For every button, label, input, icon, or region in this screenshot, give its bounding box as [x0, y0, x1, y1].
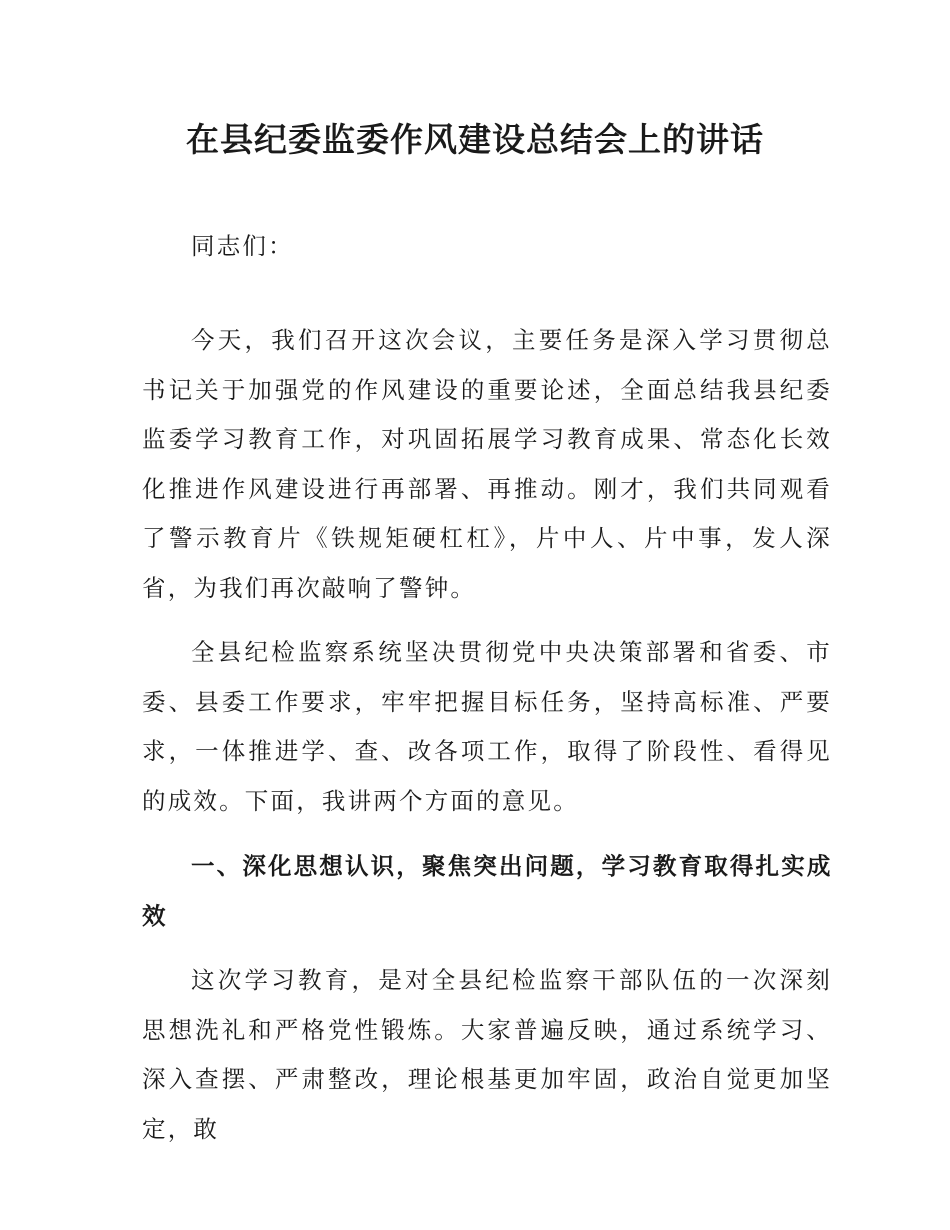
document-title: 在县纪委监委作风建设总结会上的讲话: [186, 120, 764, 159]
section-heading: 一、深化思想认识，聚焦突出问题，学习教育取得扎实成效: [142, 852, 832, 930]
paragraph-opening: 今天，我们召开这次会议，主要任务是深入学习贯彻总书记关于加强党的作风建设的重要论述，全面总结我县纪委监委学习教育工作，对巩固拓展学习教育成果、常态化长效化推进作风建设进行再部署、再推动。刚才，我们共同观看了警示教育片《铁规矩硬杠杠》，片中人、片中事，发人深省，为我们再次敲响了警钟。: [142, 326, 832, 602]
salutation: 同志们：: [191, 232, 294, 260]
paragraph-achievements: 全县纪检监察系统坚决贯彻党中央决策部署和省委、市委、县委工作要求，牢牢把握目标任务，坚持高标准、严要求，一体推进学、查、改各项工作，取得了阶段性、看得见的成效。下面，我讲两个方面的意见。: [142, 638, 832, 815]
paragraph-section-1: 这次学习教育，是对全县纪检监察干部队伍的一次深刻思想洗礼和严格党性锻炼。大家普遍反映，通过系统学习、深入查摆、严肃整改，理论根基更加牢固，政治自觉更加坚定，敢: [142, 966, 832, 1143]
